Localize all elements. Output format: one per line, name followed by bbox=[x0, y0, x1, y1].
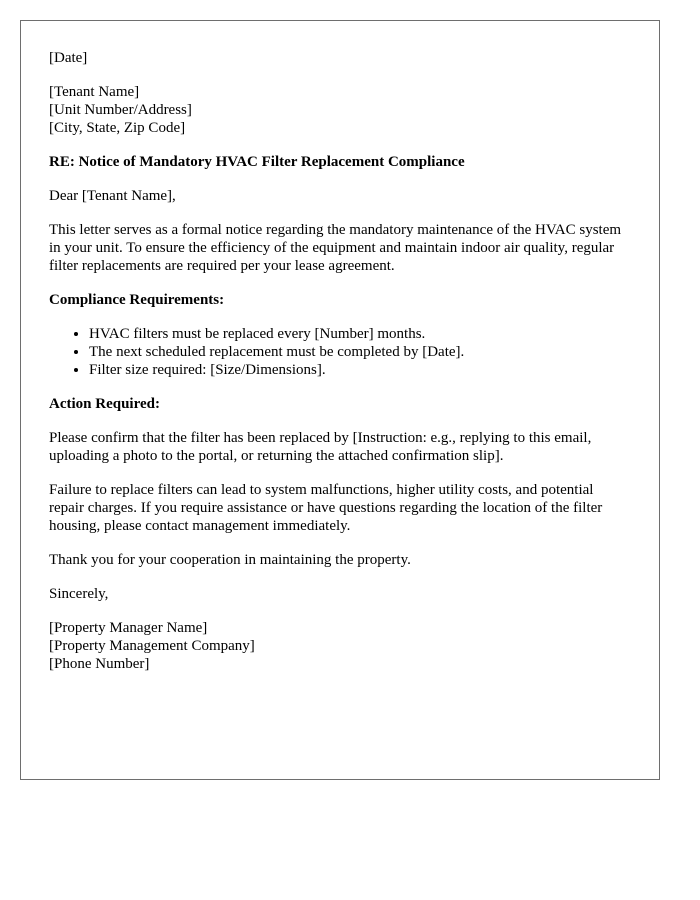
thanks-paragraph: Thank you for your cooperation in maintaining the property. bbox=[49, 552, 411, 568]
recipient-unit: [Unit Number/Address] bbox=[49, 102, 192, 118]
letter-date: [Date] bbox=[49, 50, 88, 66]
signature-block bbox=[49, 619, 631, 673]
recipient-address bbox=[49, 83, 631, 137]
signature-company: [Property Management Company] bbox=[49, 638, 255, 654]
closing: Sincerely, bbox=[49, 586, 109, 602]
requirements-heading: Compliance Requirements: bbox=[49, 292, 225, 308]
requirement-item: • Filter size required: [Size/Dimensions]. bbox=[89, 361, 631, 379]
action-heading: Action Required: bbox=[49, 396, 160, 412]
salutation: Dear [Tenant Name], bbox=[49, 188, 176, 204]
requirement-item: • HVAC filters must be replaced every [Number] months. bbox=[89, 325, 631, 343]
letter-page bbox=[20, 20, 660, 780]
warning-paragraph: Failure to replace filters can lead to system malfunctions, higher utility costs, and potential repair charges. If you require assistance or have questions regarding the location of the filter housing, please contact management immediately. bbox=[49, 482, 603, 534]
subject-line: RE: Notice of Mandatory HVAC Filter Replacement Compliance bbox=[49, 154, 465, 170]
recipient-city: [City, State, Zip Code] bbox=[49, 120, 186, 136]
requirement-item: • The next scheduled replacement must be completed by [Date]. bbox=[89, 343, 631, 361]
signature-phone: [Phone Number] bbox=[49, 656, 150, 672]
requirements-list bbox=[49, 325, 631, 379]
intro-paragraph: This letter serves as a formal notice regarding the mandatory maintenance of the HVAC system in your unit. To ensure the efficiency of the equipment and maintain indoor air quality, regular filter replacements are required per your lease agreement. bbox=[49, 222, 622, 274]
recipient-name: [Tenant Name] bbox=[49, 84, 140, 100]
action-paragraph: Please confirm that the filter has been replaced by [Instruction: e.g., replying to this email, uploading a photo to the portal, or returning the attached confirmation slip]. bbox=[49, 430, 592, 464]
signature-name: [Property Manager Name] bbox=[49, 620, 208, 636]
